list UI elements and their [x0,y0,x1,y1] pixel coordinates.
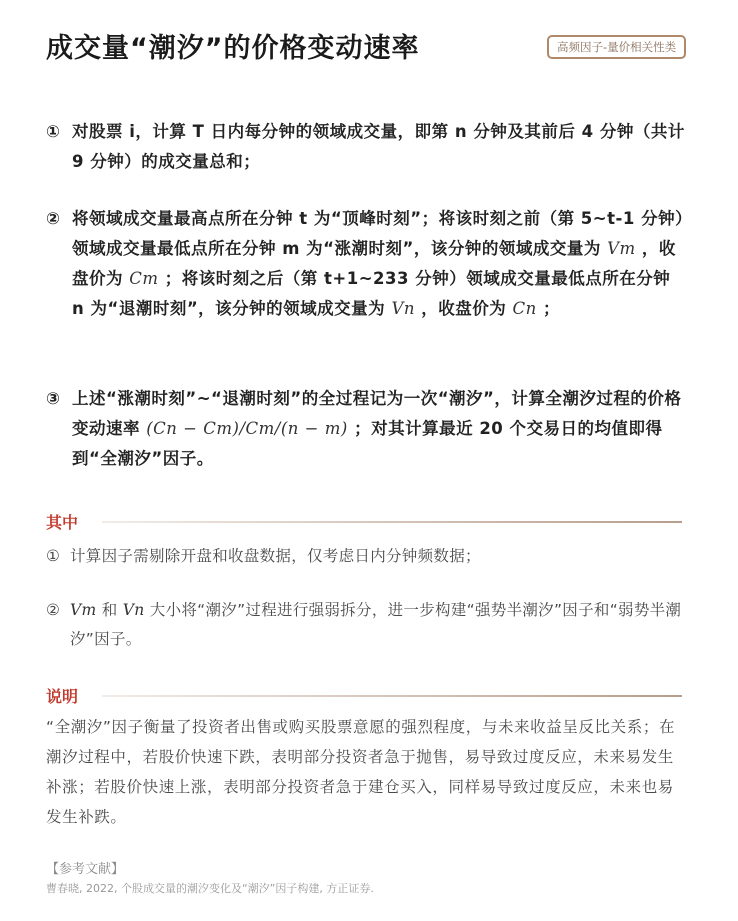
symbol-vm: Vm [70,601,97,619]
explain-paragraph: “全潮汐”因子衡量了投资者出售或购买股票意愿的强烈程度，与未来收益呈反比关系；在潮汐过程中，若股价快速下跌，表明部分投资者急于抛售，易导致过度反应，未来易发生补涨；若股价快速上涨，表明部分投资者急于建仓买入，同样易导致过度反应，未来也易发生补跌。 [46,718,676,826]
step-text: 对股票 i，计算 T 日内每分钟的领域成交量，即第 n 分钟及其前后 4 分钟（共计 9 分钟）的成交量总和； [72,122,685,171]
step-text: 将领域成交量最高点所在分钟 t 为“顶峰时刻”；将该时刻之前（第 5~t-1 分钟）领域成交量最低点所在分钟 m 为“涨潮时刻”，该分钟的领域成交量为 Vm ，收盘价为 Cm ；将该时刻之后（第 t+1~233 分钟）领域成交量最低点所在分钟 n 为“退潮时刻”，该分钟的领域成交量为 Vn ，收盘价为 Cn ； [72,209,684,318]
step-3 [46,384,686,474]
reference-label: 【参考文献】 [46,862,125,877]
divider [102,521,682,523]
symbol-cn: Cn [512,299,537,318]
step-1 [46,117,686,177]
symbol-cm: Cm [129,269,159,288]
step-number: ② [46,209,61,228]
divider [102,695,682,697]
category-tag: 高频因子-量价相关性类 [547,35,686,59]
page-title: 成交量“潮汐”的价格变动速率 [46,33,420,64]
symbol-vn: Vn [122,601,145,619]
section-label: 说明 [46,687,79,706]
explain-section-header [46,684,682,706]
reference-text: 曹春晓, 2022, 个股成交量的潮汐变化及“潮汐”因子构建, 方正证券. [46,882,374,895]
note-2 [46,596,686,654]
step-text: 上述“涨潮时刻”~“退潮时刻”的全过程记为一次“潮汐”，计算全潮汐过程的价格变动速率 (Cn − Cm)/Cm/(n − m) ；对其计算最近 20 个交易日的均值即得到“全潮汐”因子。 [72,389,682,468]
symbol-vm: Vm [607,239,636,258]
note-1 [46,542,686,571]
step-number: ① [46,122,61,141]
note-text: Vm 和 Vn 大小将“潮汐”过程进行强弱拆分，进一步构建“强势半潮汐”因子和“弱势半潮汐”因子。 [70,601,682,648]
notes-section-header [46,510,682,532]
note-number: ① [46,547,61,565]
note-text: 计算因子需剔除开盘和收盘数据，仅考虑日内分钟频数据； [70,547,481,565]
symbol-vn: Vn [391,299,415,318]
step-number: ③ [46,389,61,408]
note-number: ② [46,601,61,619]
header [46,26,686,66]
formula: (Cn − Cm)/Cm/(n − m) [146,419,348,438]
section-label: 其中 [46,513,79,532]
step-2 [46,204,686,324]
